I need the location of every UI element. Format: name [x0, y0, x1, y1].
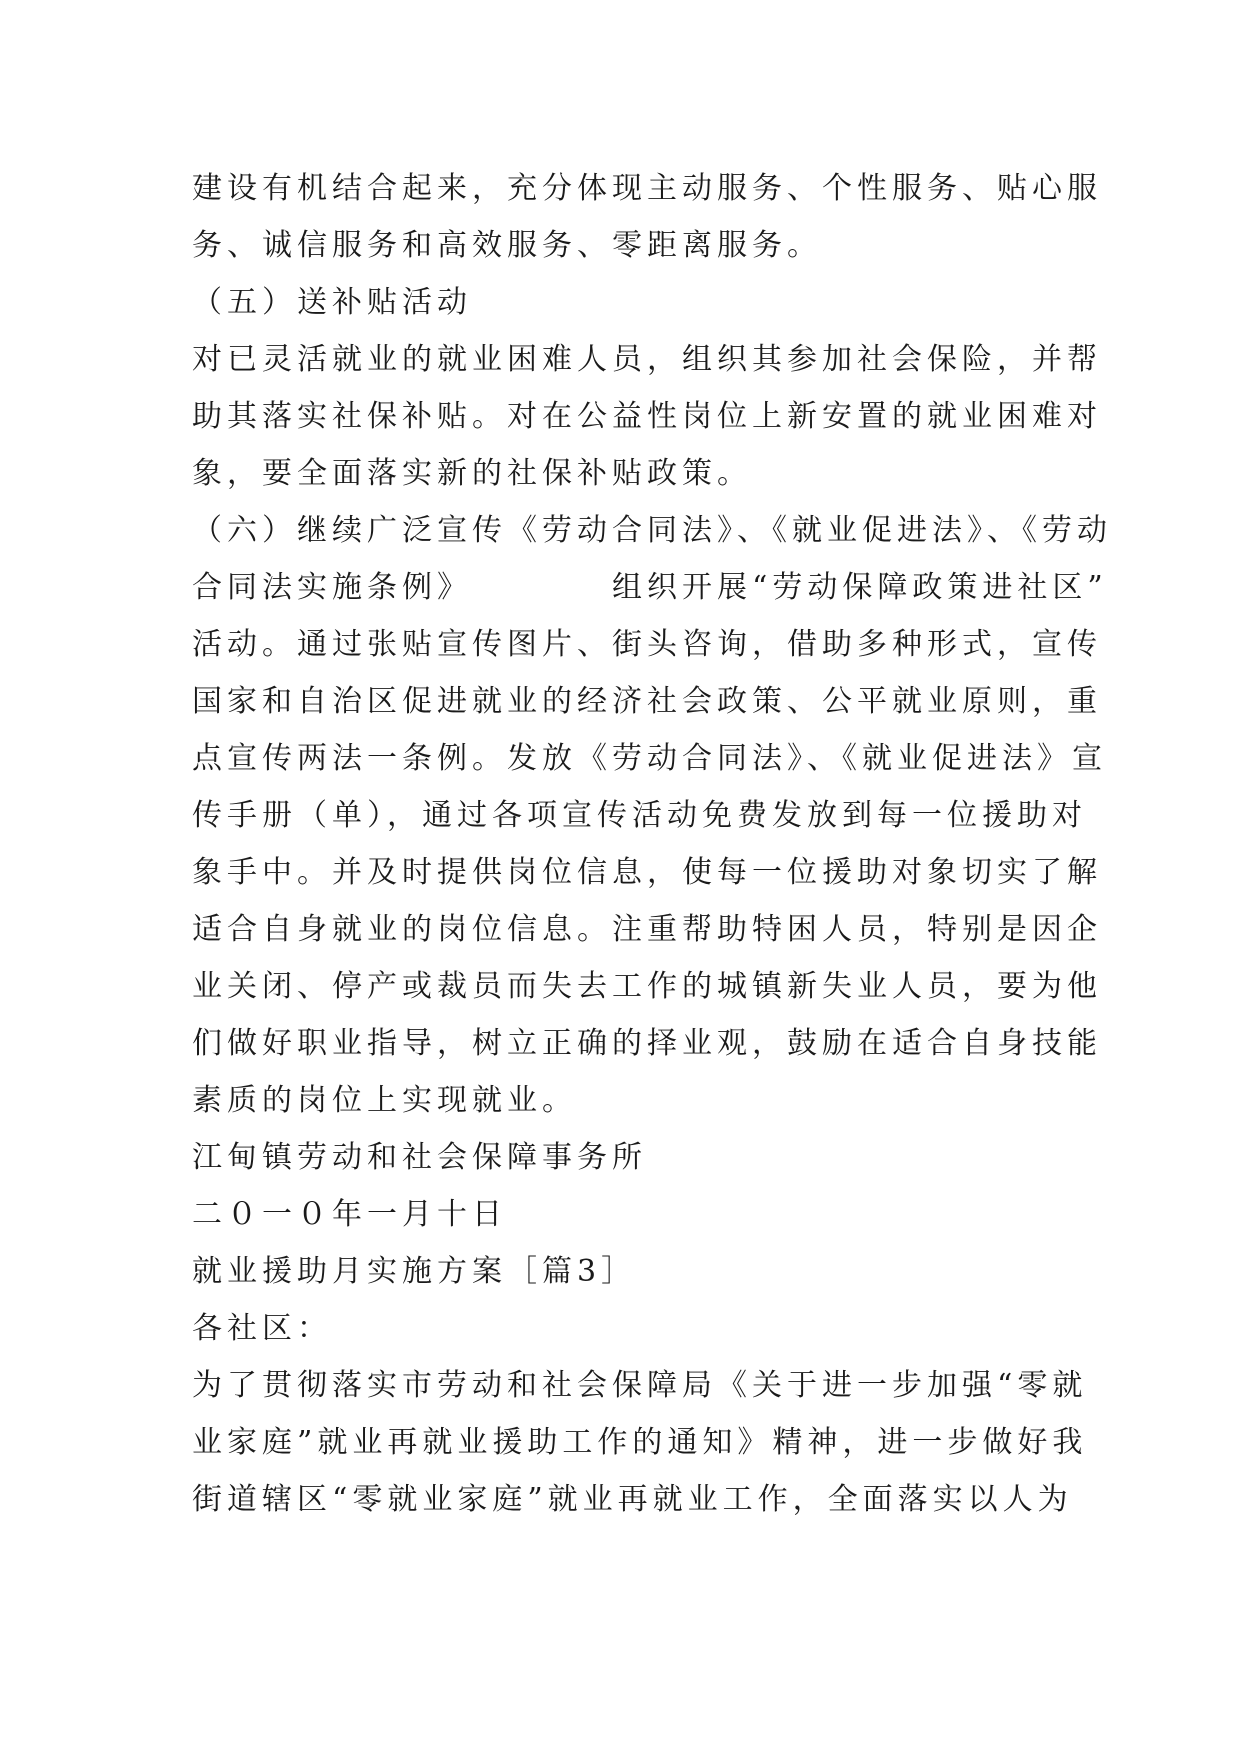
document-body [192, 160, 1112, 1528]
document-title: 就业援助月实施方案［篇3］ [192, 1254, 637, 1289]
paragraph-line-part: 合同法实施条例》 [192, 570, 472, 605]
paragraph-line: 业关闭、停产或裁员而失去工作的城镇新失业人员，要为他 [192, 969, 1102, 1004]
section-heading: （六）继续广泛宣传《劳动合同法》、《就业促进法》、《劳动 [192, 513, 1112, 548]
paragraph-line: 务、诚信服务和高效服务、零距离服务。 [192, 228, 822, 263]
paragraph-line: 助其落实社保补贴。对在公益性岗位上新安置的就业困难对 [192, 399, 1102, 434]
paragraph-line: 业家庭”就业再就业援助工作的通知》精神，进一步做好我 [192, 1425, 1088, 1460]
paragraph-line: 国家和自治区促进就业的经济社会政策、公平就业原则，重 [192, 684, 1102, 719]
paragraph-line: 传手册（单），通过各项宣传活动免费发放到每一位援助对 [192, 798, 1087, 833]
paragraph-line: 为了贯彻落实市劳动和社会保障局《关于进一步加强“零就 [192, 1368, 1088, 1403]
signature-date: 二０一０年一月十日 [192, 1197, 507, 1232]
paragraph-line: 象手中。并及时提供岗位信息，使每一位援助对象切实了解 [192, 855, 1102, 890]
paragraph-line-part: 组织开展“劳动保障政策进社区” [612, 570, 1108, 605]
paragraph-line: 素质的岗位上实现就业。 [192, 1083, 577, 1118]
paragraph-line: 适合自身就业的岗位信息。注重帮助特困人员，特别是因企 [192, 912, 1102, 947]
paragraph-line [192, 559, 1108, 616]
salutation: 各社区： [192, 1311, 332, 1346]
paragraph-line: 们做好职业指导，树立正确的择业观，鼓励在适合自身技能 [192, 1026, 1102, 1061]
paragraph-line: 建设有机结合起来，充分体现主动服务、个性服务、贴心服 [192, 171, 1102, 206]
paragraph-line: 街道辖区“零就业家庭”就业再就业工作，全面落实以人为 [192, 1482, 1073, 1517]
section-heading: （五）送补贴活动 [192, 285, 472, 320]
paragraph-line: 象，要全面落实新的社保补贴政策。 [192, 456, 752, 491]
paragraph-line: 对已灵活就业的就业困难人员，组织其参加社会保险，并帮 [192, 342, 1102, 377]
paragraph-line: 点宣传两法一条例。发放《劳动合同法》、《就业促进法》宣 [192, 741, 1107, 776]
paragraph-line: 活动。通过张贴宣传图片、街头咨询，借助多种形式，宣传 [192, 627, 1102, 662]
signature-organization: 江甸镇劳动和社会保障事务所 [192, 1140, 647, 1175]
